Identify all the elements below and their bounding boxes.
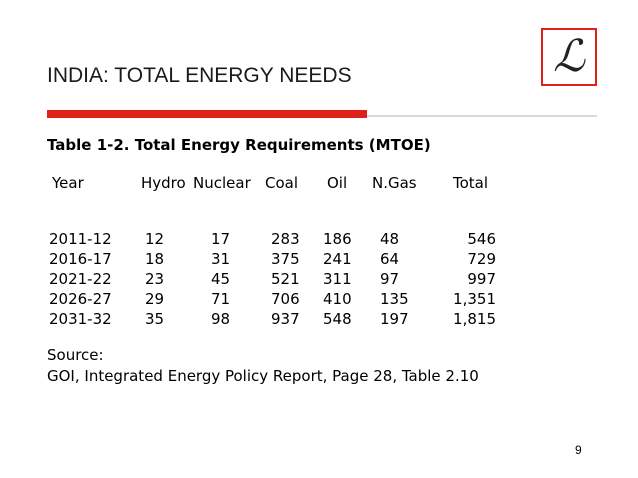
logo (541, 28, 597, 86)
table-cell-year: 2031-32 (49, 310, 112, 328)
logo-glyph: ℒ (553, 31, 585, 82)
table-cell-coal: 283 (271, 230, 300, 248)
table-caption: Table 1-2. Total Energy Requirements (MTOE) (47, 136, 431, 154)
table-cell-ngas: 197 (380, 310, 409, 328)
table-cell-coal: 521 (271, 270, 300, 288)
table-cell-hydro: 29 (145, 290, 165, 308)
table-cell-total: 729 (467, 250, 496, 268)
table-cell-nuclear: 98 (211, 310, 231, 328)
table-cell-nuclear: 17 (211, 230, 231, 248)
table-cell-hydro: 12 (145, 230, 165, 248)
slide-title: INDIA: TOTAL ENERGY NEEDS (47, 64, 352, 87)
table-cell-year: 2016-17 (49, 250, 112, 268)
table-cell-ngas: 48 (380, 230, 400, 248)
table-cell-oil: 241 (323, 250, 352, 268)
column-header-oil: Oil (327, 174, 348, 192)
table-cell-total: 997 (467, 270, 496, 288)
table-cell-total: 1,815 (453, 310, 496, 328)
table-cell-oil: 548 (323, 310, 352, 328)
table-cell-nuclear: 45 (211, 270, 231, 288)
source-label: Source: (47, 346, 104, 364)
table-cell-total: 546 (467, 230, 496, 248)
column-header-nuclear: Nuclear (193, 174, 251, 192)
page-number: 9 (575, 443, 582, 457)
column-header-coal: Coal (265, 174, 299, 192)
table-cell-nuclear: 71 (211, 290, 231, 308)
table-cell-coal: 937 (271, 310, 300, 328)
column-header-total: Total (453, 174, 489, 192)
table-cell-total: 1,351 (453, 290, 496, 308)
table-cell-oil: 311 (323, 270, 352, 288)
table-cell-oil: 186 (323, 230, 352, 248)
column-header-ngas: N.Gas (372, 174, 417, 192)
column-header-year: Year (52, 174, 84, 192)
table-cell-year: 2011-12 (49, 230, 112, 248)
table-cell-coal: 706 (271, 290, 300, 308)
table-cell-oil: 410 (323, 290, 352, 308)
table-cell-coal: 375 (271, 250, 300, 268)
title-accent-bar (47, 110, 367, 118)
table-cell-ngas: 64 (380, 250, 400, 268)
table-cell-ngas: 135 (380, 290, 409, 308)
table-cell-nuclear: 31 (211, 250, 231, 268)
column-header-hydro: Hydro (141, 174, 186, 192)
table-cell-hydro: 23 (145, 270, 165, 288)
table-cell-hydro: 35 (145, 310, 165, 328)
table-cell-ngas: 97 (380, 270, 400, 288)
table-cell-year: 2021-22 (49, 270, 112, 288)
table-cell-year: 2026-27 (49, 290, 112, 308)
table-cell-hydro: 18 (145, 250, 165, 268)
source-citation: GOI, Integrated Energy Policy Report, Page 28, Table 2.10 (47, 367, 479, 385)
